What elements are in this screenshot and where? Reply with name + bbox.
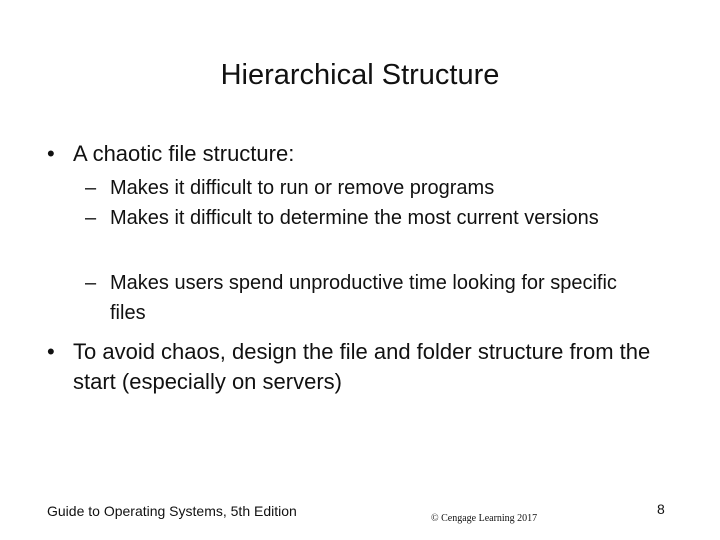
page-number: 8 xyxy=(657,501,665,517)
sub-bullet-item xyxy=(85,173,655,203)
slide-title: Hierarchical Structure xyxy=(220,59,500,91)
dash-marker: – xyxy=(85,177,97,199)
sub-bullet-item xyxy=(85,203,630,233)
footer-book-title: Guide to Operating Systems, 5th Edition xyxy=(47,503,297,519)
dash-marker: – xyxy=(85,207,97,229)
sub-bullet-item xyxy=(85,268,655,328)
bullet-marker: • xyxy=(47,339,55,364)
sub-bullet-text: Makes users spend unproductive time looking for specific files xyxy=(110,272,617,324)
bullet-item xyxy=(47,337,687,397)
bullet-item xyxy=(47,139,687,169)
footer-copyright: © Cengage Learning 2017 xyxy=(431,513,538,524)
dash-marker: – xyxy=(85,272,97,294)
sub-bullet-text: Makes it difficult to determine the most current versions xyxy=(110,207,599,229)
sub-bullet-text: Makes it difficult to run or remove programs xyxy=(110,177,495,199)
bullet-marker: • xyxy=(47,141,55,166)
bullet-text: A chaotic file structure: xyxy=(73,141,295,166)
bullet-text: To avoid chaos, design the file and folder structure from the start (especially on servers) xyxy=(73,339,651,394)
